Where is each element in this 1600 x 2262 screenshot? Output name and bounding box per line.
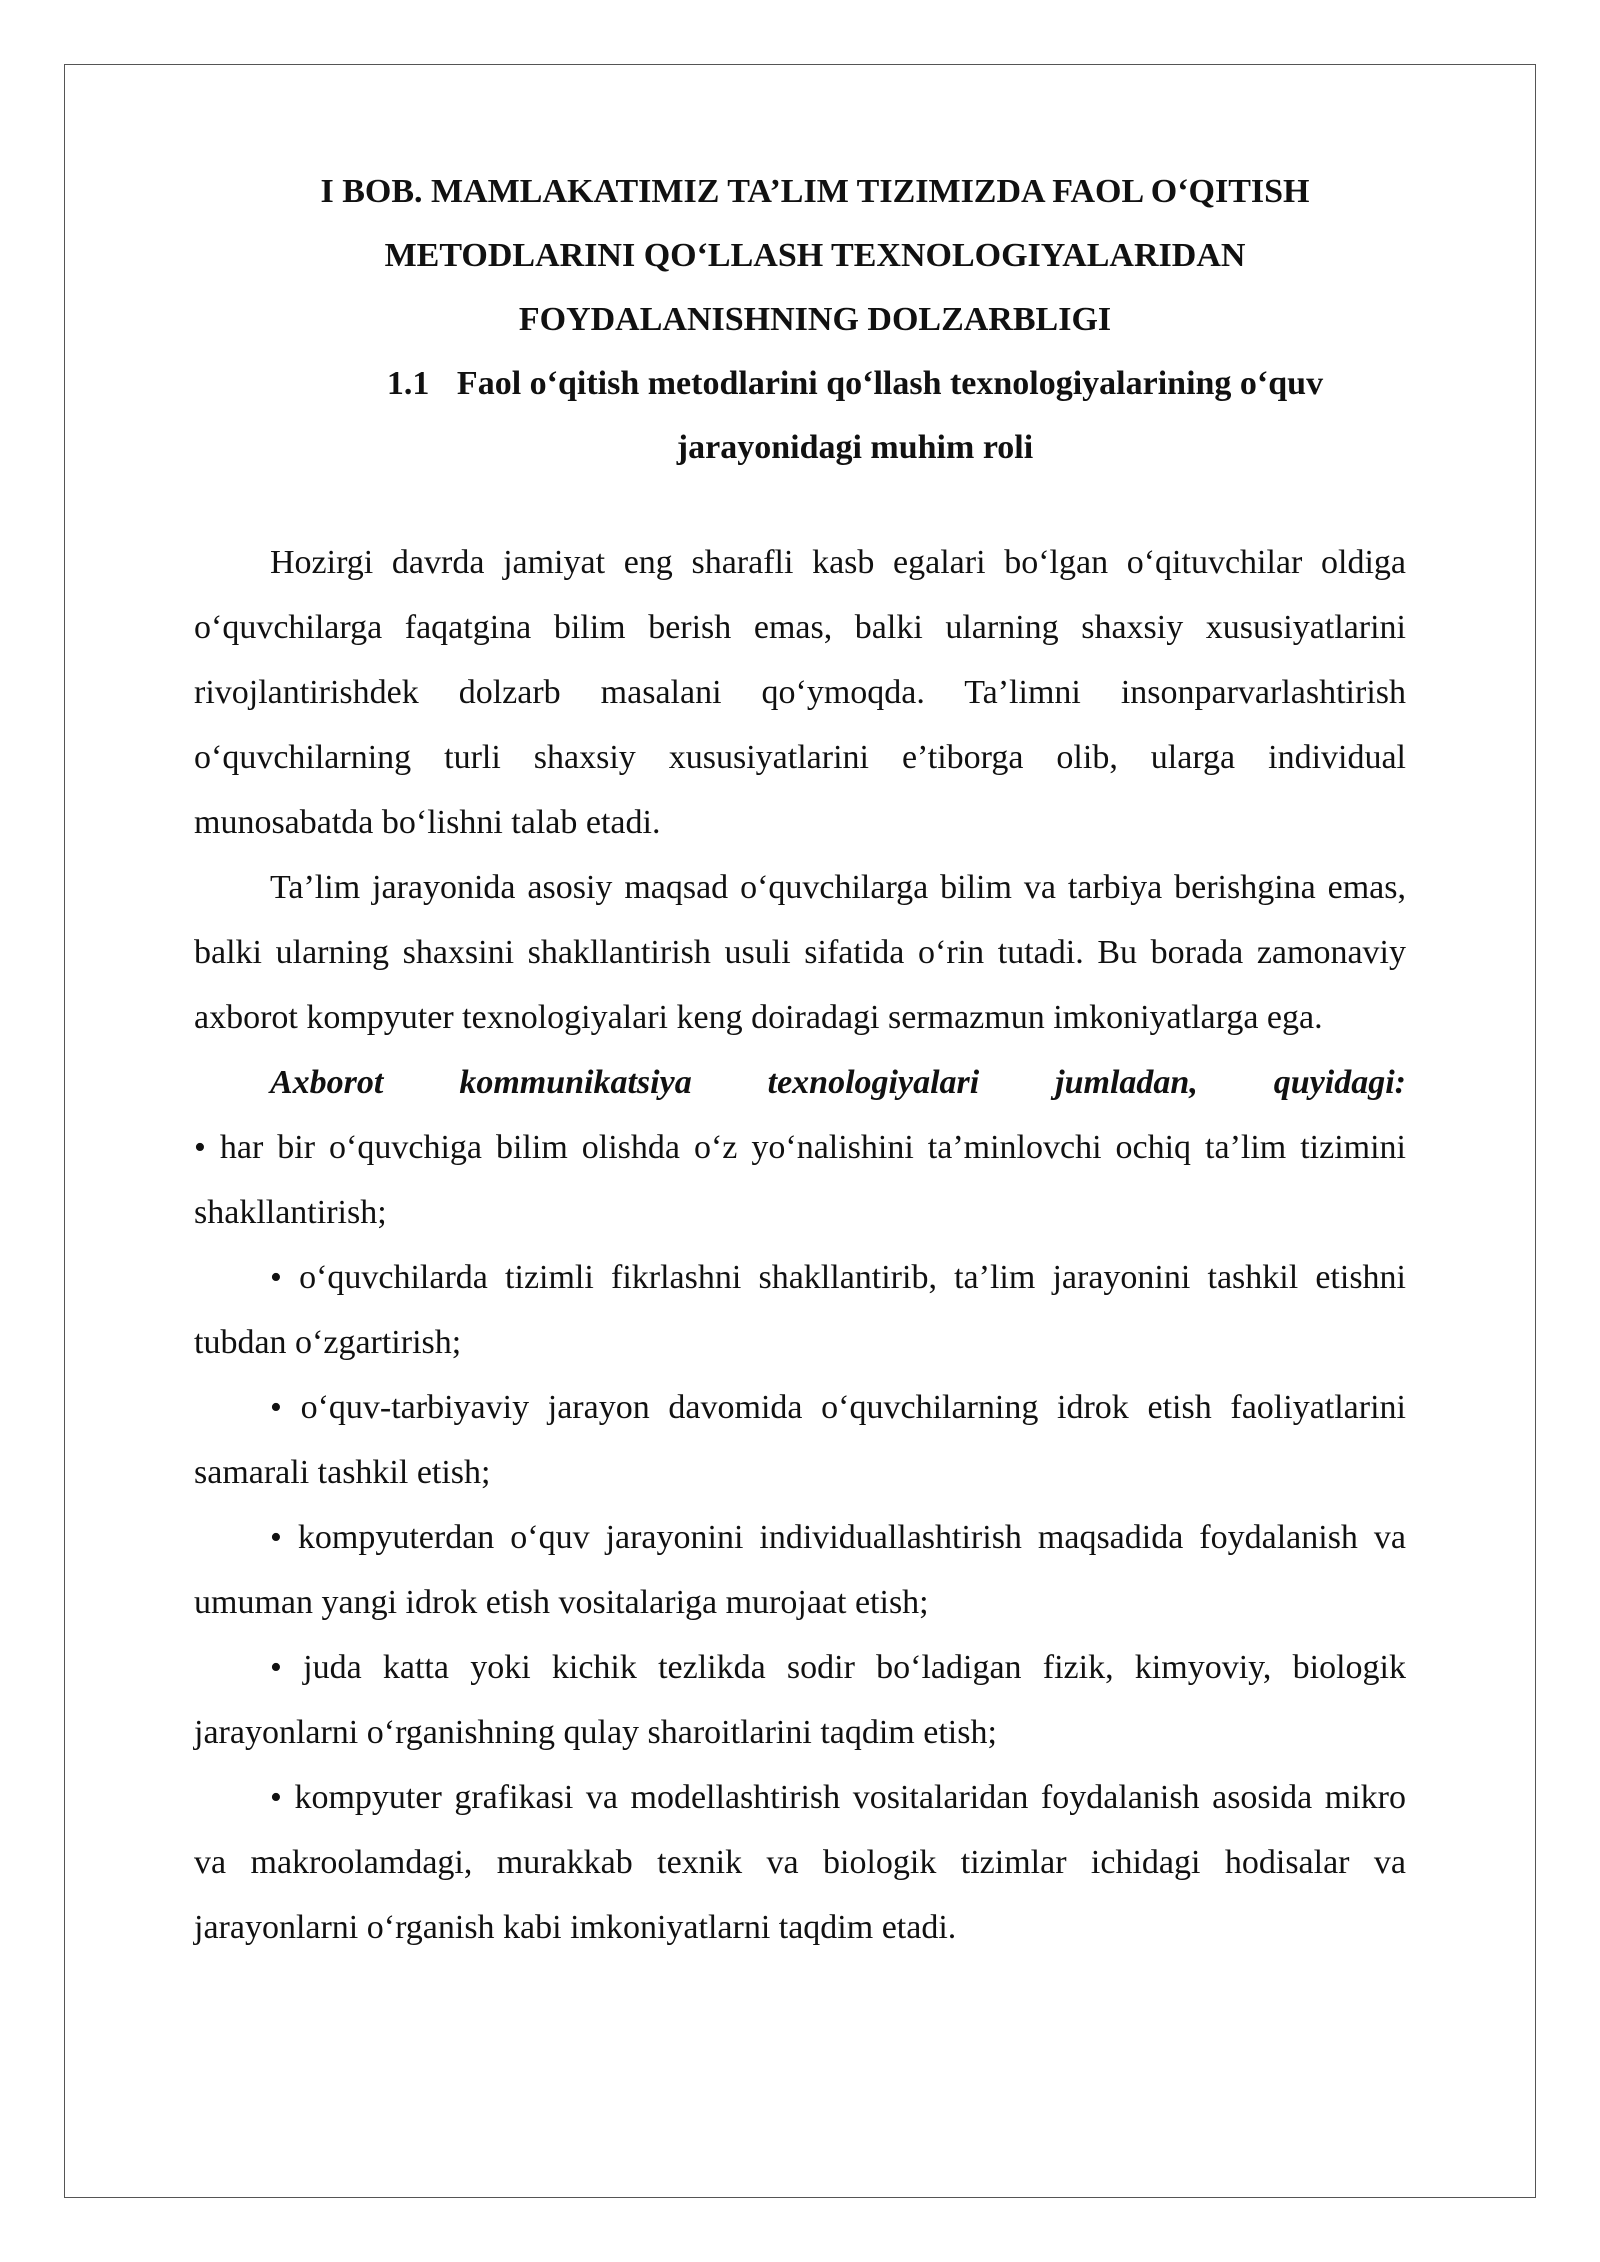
chapter-title-line: I BOB. MAMLAKATIMIZ TA’LIM TIZIMIZDA FAOL O‘QITISH <box>320 173 1310 210</box>
section-title <box>194 352 1406 480</box>
list-item: • kompyuter grafikasi va modellashtirish vositalaridan foydalanish asosida mikro va makroolamdagi, murakkab texnik va biologik tizimlar ichidagi hodisalar va jarayonlarni o‘rganish kabi imkoniyatlarni taqdim etadi. <box>194 1779 1406 1946</box>
section-title-text: Faol o‘qitish metodlarini qo‘llash texnologiyalarining o‘quv <box>456 365 1324 402</box>
list-item: • o‘quvchilarda tizimli fikrlashni shakllantirib, ta’lim jarayonini tashkil etishni tubdan o‘zgartirish; <box>194 1259 1406 1361</box>
list-item: • har bir o‘quvchiga bilim olishda o‘z yo‘nalishini ta’minlovchi ochiq ta’lim tizimini shakllantirish; <box>194 1129 1406 1231</box>
list-item: • o‘quv-tarbiyaviy jarayon davomida o‘quvchilarning idrok etish faoliyatlarini samarali tashkil etish; <box>194 1389 1406 1491</box>
chapter-title-line: FOYDALANISHNING DOLZARBLIGI <box>518 301 1112 338</box>
list-item: • kompyuterdan o‘quv jarayonini individuallashtirish maqsadida foydalanish va umuman yangi idrok etish vositalariga murojaat etish; <box>194 1519 1406 1621</box>
paragraph: Ta’lim jarayonida asosiy maqsad o‘quvchilarga bilim va tarbiya berishgina emas, balki ularning shaxsini shakllantirish usuli sifatida o‘rin tutadi. Bu borada zamonaviy axborot kompyuter texnologiyalari keng doiradagi sermazmun imkoniyatlarga ega. <box>194 869 1406 1036</box>
section-title-line-2: jarayonidagi muhim roli <box>676 429 1034 466</box>
document-body <box>194 160 1406 1960</box>
paragraph: Hozirgi davrda jamiyat eng sharafli kasb egalari bo‘lgan o‘qituvchilar oldiga o‘quvchilarga faqatgina bilim berish emas, balki ularning shaxsiy xususiyatlarini rivojlantirishdek dolzarb masalani qo‘ymoqda. Ta’limni insonparvarlashtirish o‘quvchilarning turli shaxsiy xususiyatlarini e’tiborga olib, ularga individual munosabatda bo‘lishni talab etadi. <box>194 544 1406 841</box>
section-title-line-1 <box>304 352 1406 416</box>
chapter-title <box>194 160 1406 352</box>
chapter-title-line: METODLARINI QO‘LLASH TEXNOLOGIYALARIDAN <box>384 237 1246 274</box>
section-number: 1.1 <box>386 365 430 402</box>
list-item: • juda katta yoki kichik tezlikda sodir bo‘ladigan fizik, kimyoviy, biologik jarayonlarni o‘rganishning qulay sharoitlarini taqdim etish; <box>194 1649 1406 1751</box>
list-lead: Axborot kommunikatsiya texnologiyalari jumladan, quyidagi: <box>270 1064 1406 1101</box>
body-text <box>194 530 1406 1960</box>
